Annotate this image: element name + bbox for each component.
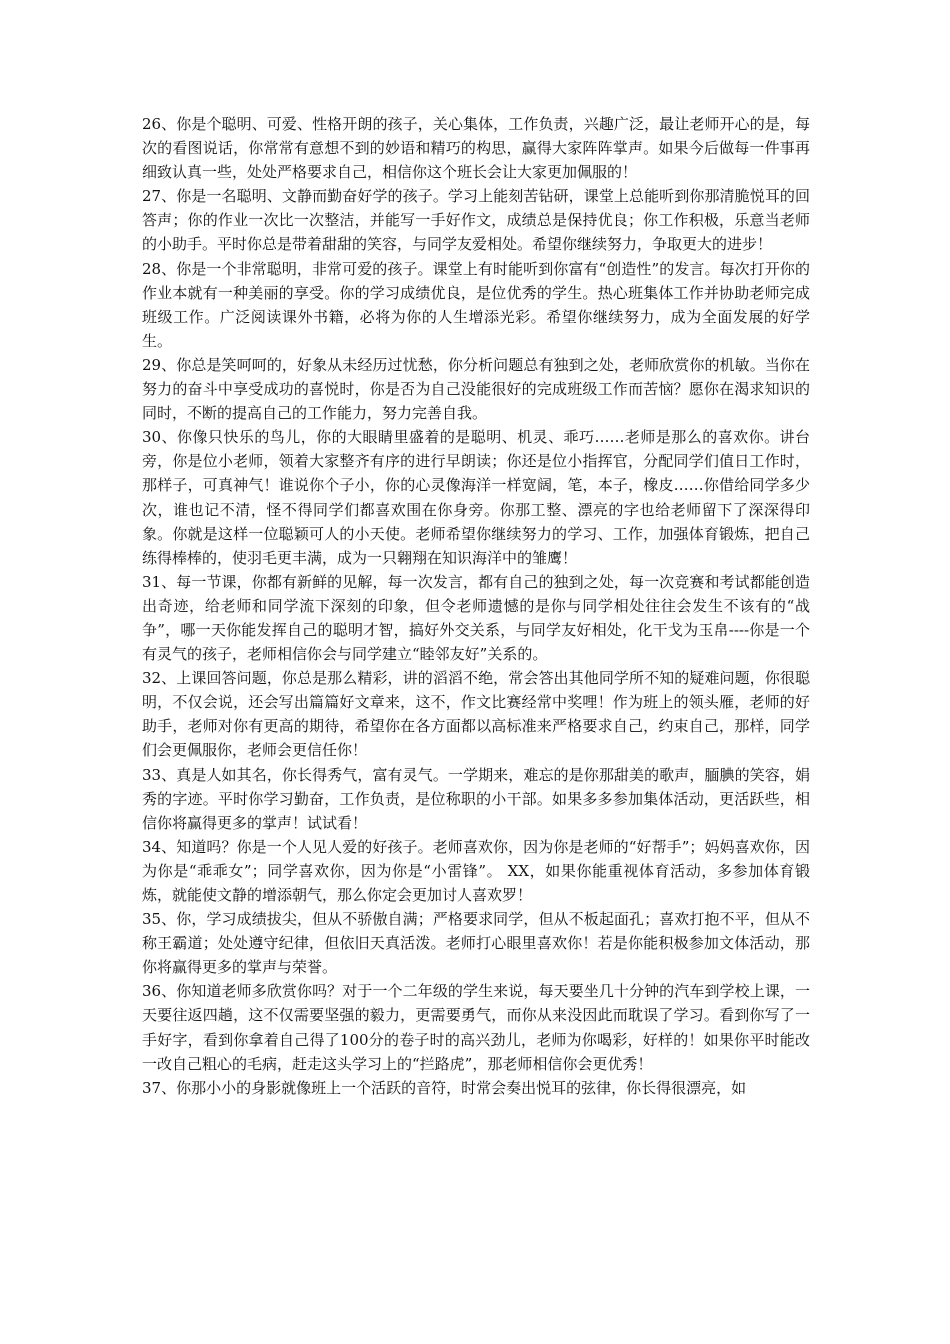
comment-paragraph-36: 36、你知道老师多欣赏你吗？对于一个二年级的学生来说，每天要坐几十分钟的汽车到学校上课，一天要往返四趟，这不仅需要坚强的毅力，更需要勇气，而你从来没因此而耽误了学习。看到你写了一手好字，看到你拿着自己得了100分的卷子时的高兴劲儿，老师为你喝彩，好样的！如果你平时能改一改自己粗心的毛病，赶走这头学习上的“拦路虎”，那老师相信你会更优秀！ xyxy=(142,982,810,1073)
comment-paragraph-33: 33、真是人如其名，你长得秀气，富有灵气。一学期来，难忘的是你那甜美的歌声，腼腆的笑容，娟秀的字迹。平时你学习勤奋，工作负责，是位称职的小干部。如果多多参加集体活动，更活跃些，相信你将赢得更多的掌声！试试看！ xyxy=(142,765,810,832)
comment-paragraph-35: 35、你，学习成绩拔尖，但从不骄傲自满；严格要求同学，但从不板起面孔；喜欢打抱不平，但从不称王霸道；处处遵守纪律，但依旧天真活泼。老师打心眼里喜欢你！若是你能积极参加文体活动，那你将赢得更多的掌声与荣誉。 xyxy=(142,910,810,977)
comment-paragraph-32: 32、上课回答问题，你总是那么精彩，讲的滔滔不绝，常会答出其他同学所不知的疑难问题，你很聪明，不仅会说，还会写出篇篇好文章来，这不，作文比赛经常中奖哩！作为班上的领头雁，老师的好助手，老师对你有更高的期待，希望你在各方面都以高标准来严格要求自己，约束自己，那样，同学们会更佩服你，老师会更信任你！ xyxy=(142,669,810,760)
comment-paragraph-37: 37、你那小小的身影就像班上一个活跃的音符，时常会奏出悦耳的弦律，你长得很漂亮，如 xyxy=(142,1078,747,1097)
comment-paragraph-30: 30、你像只快乐的鸟儿，你的大眼睛里盛着的是聪明、机灵、乖巧……老师是那么的喜欢你。讲台旁，你是位小老师，领着大家整齐有序的进行早朗读；你还是位小指挥官，分配同学们值日工作时，那样子，可真神气！谁说你个子小，你的心灵像海洋一样宽阔，笔，本子，橡皮……你借给同学多少次，谁也记不清，怪不得同学们都喜欢围在你身旁。你那工整、漂亮的字也给老师留下了深深得印象。你就是这样一位聪颖可人的小天使。老师希望你继续努力的学习、工作，加强体育锻炼，把自己练得棒棒的，使羽毛更丰满，成为一只翱翔在知识海洋中的雏鹰！ xyxy=(142,428,810,567)
comment-paragraph-31: 31、每一节课，你都有新鲜的见解，每一次发言，都有自己的独到之处，每一次竞赛和考试都能创造出奇迹，给老师和同学流下深刻的印象，但令老师遗憾的是你与同学相处往往会发生不该有的“战争”，哪一天你能发挥自己的聪明才智，搞好外交关系，与同学友好相处，化干戈为玉帛----你是一个有灵气的孩子，老师相信你会与同学建立“睦邻友好”关系的。 xyxy=(142,572,810,664)
comment-paragraph-27: 27、你是一名聪明、文静而勤奋好学的孩子。学习上能刻苦钻研，课堂上总能听到你那清脆悦耳的回答声；你的作业一次比一次整洁，并能写一手好作文，成绩总是保持优良；你工作积极，乐意当老师的小助手。平时你总是带着甜甜的笑容，与同学友爱相处。希望你继续努力，争取更大的进步！ xyxy=(142,187,810,254)
document-body xyxy=(142,112,810,1100)
comment-paragraph-34: 34、知道吗？你是一个人见人爱的好孩子。老师喜欢你，因为你是老师的“好帮手”；妈妈喜欢你，因为你是“乖乖女”；同学喜欢你，因为你是“小雷锋”。 XX，如果你能重视体育活动，多参加体育锻炼，就能使文静的增添朝气，那么你定会更加讨人喜欢罗！ xyxy=(142,837,810,904)
comment-paragraph-29: 29、你总是笑呵呵的，好象从未经历过忧愁，你分析问题总有独到之处，老师欣赏你的机敏。当你在努力的奋斗中享受成功的喜悦时，你是否为自己没能很好的完成班级工作而苦恼？愿你在渴求知识的同时，不断的提高自己的工作能力，努力完善自我。 xyxy=(142,355,810,423)
comment-paragraph-26: 26、你是个聪明、可爱、性格开朗的孩子，关心集体，工作负责，兴趣广泛，最让老师开心的是，每次的看图说话，你常常有意想不到的妙语和精巧的构思，赢得大家阵阵掌声。如果今后做每一件事再细致认真一些，处处严格要求自己，相信你这个班长会让大家更加佩服的！ xyxy=(142,115,810,182)
comment-paragraph-28: 28、你是一个非常聪明，非常可爱的孩子。课堂上有时能听到你富有“创造性”的发言。每次打开你的作业本就有一种美丽的享受。你的学习成绩优良，是位优秀的学生。热心班集体工作并协助老师完成班级工作。广泛阅读课外书籍，必将为你的人生增添光彩。希望你继续努力，成为全面发展的好学生。 xyxy=(142,259,810,350)
